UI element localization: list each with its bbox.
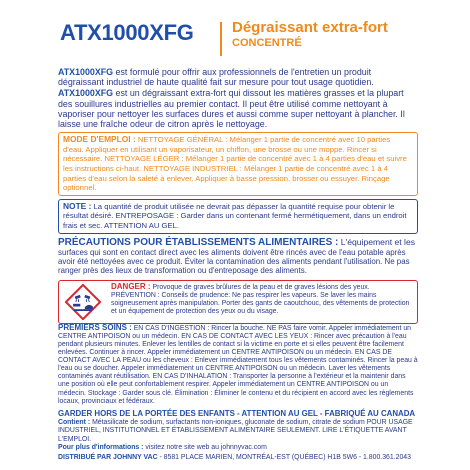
first-aid [58, 324, 418, 406]
precautions-title: PRÉCAUTIONS POUR ÉTABLISSEMENTS ALIMENTAIRES : [58, 236, 339, 248]
contents-line [58, 419, 418, 444]
intro-text-1: est formulé pour offrir aux professionnels de l'entretien un produit dégraissant industriel de haute qualité fait sur mesure pour tout usage quotidien. [58, 67, 374, 88]
label-header [60, 18, 420, 58]
danger-text: Provoque de graves brûlures de la peau et de graves lésions des yeux. PRÉVENTION : Conseils de prudence: Ne pas respirer les vapeurs. Se laver les mains soigneusement après manipulation. Porter des gants de caoutchouc, des vêtements de protection et un équipement de protection des yeux ou du visage. [111, 283, 410, 316]
intro-brand-1: ATX1000XFG [58, 67, 114, 77]
usage-box [58, 132, 418, 196]
danger-box [58, 280, 418, 324]
note-label: NOTE : [63, 200, 92, 211]
precautions-text: surfaces qui sont en contact direct avec les aliments doivent être rincés avec de l'eau potable après avoir été nettoyées avec ce produit. Éviter la contamination des aliments pendant l'utilisation. Ne pas ranger près des lieux de transformation ou d'entreposage des aliments. [58, 247, 410, 276]
corrosive-pictogram-icon [65, 284, 101, 320]
contents-label: Contient : [58, 419, 91, 427]
first-aid-label: PREMIERS SOINS : [58, 322, 132, 332]
info-label: Pour plus d'informations : [58, 443, 144, 451]
precautions-title-text: L'équipement et les [338, 236, 416, 247]
contents-text: Métasilicate de sodium, surfactants non-ioniques, gluconate de sodium, citrate de sodium POUR USAGE INDUSTRIEL, INSTITUTIONNEL ET ÉTABLISSEMENT ALIMENTAIRE SEULEMENT. LIRE L'ÉTIQUETTE AVANT L'EMPLOI. [58, 419, 413, 443]
intro-paragraph-2 [58, 88, 418, 129]
note-box [58, 199, 418, 234]
danger-label: DANGER : [111, 281, 151, 291]
note-text: La quantité de produit utilisée ne devrait pas dépasser la quantité requise pour obtenir le résultat désiré. ENTREPOSAGE : Garder dans un contenant fermé hermétiquement, dans un endroit frais et sec. ATTENTION AU GEL. [63, 201, 407, 230]
header-divider [220, 22, 222, 56]
info-text: visitez notre site web au johnnyvac.com [143, 443, 267, 451]
usage-label: MODE D'EMPLOI : [63, 134, 136, 145]
keep-away-warning: GARDER HORS DE LA PORTÉE DES ENFANTS - ATTENTION AU GEL - FABRIQUÉ AU CANADA [58, 408, 416, 418]
product-title: Dégraissant extra-fort [232, 19, 388, 36]
first-aid-text: EN CAS D'INGESTION : Rincer la bouche. NE PAS faire vomir. Appeler immédiatement un CENTRE ANTIPOISON ou un médecin. EN CAS DE CONTACT AVEC LES YEUX : Rincer avec précaution à l'eau pendant plusieurs minutes. Enlever les lentilles de contact si la victime en porte et si elles peuvent être facilement enlevées. Continuer à rincer. Appeler immédiatement un CENTRE ANTIPOISON ou un médecin. EN CAS DE CONTACT AVEC LA PEAU ou les cheveux : Enlever immédiatement tous les vêtements contaminés. Rincer la peau à l'eau ou se doucher. Appeler immédiatement un CENTRE ANTIPOISON ou un médecin. Laver les vêtements contaminés avant réutilisation. EN CAS D'INHALATION : Transporter la personne à l'extérieur et la maintenir dans une position où elle peut confortablement respirer. Appeler immédiatement un CENTRE ANTIPOISON ou un médecin. Stockage : Garder sous clé. Élimination : Éliminer le contenu et du récipient en accord avec les règlements locaux, provinciaux et fédéraux. [58, 324, 418, 405]
intro-text-2: est un dégraissant extra-fort qui dissout les matières grasses et la plupart des souillures industrielles au premier contact. Il peut être utilisé comme nettoyant à vaporiser pour nettoyer les surfaces dures et aussi comme super nettoyant à plancher. Il laisse une fraîche odeur de citron après le nettoyage. [58, 88, 405, 130]
distributor-line [58, 454, 418, 462]
distributor-text: - 8581 PLACE MARIEN, MONTRÉAL-EST (QUÉBEC) H1B 5W6 - 1.800.361.2043 [157, 453, 411, 461]
precautions-heading [58, 237, 418, 248]
intro-brand-2: ATX1000XFG [58, 88, 114, 99]
label-body [58, 67, 418, 462]
usage-text: NETTOYAGE GÉNÉRAL : Mélanger 1 partie de concentré avec 10 parties d'eau. Appliquer en utilisant un vaporisateur, un chiffon, une brosse ou une moppe. Rincer si nécessaire. NETTOYAGE LÉGER : Mélanger 1 partie de concentré avec 1 à 4 parties d'eau et suivre les instructions ci-haut. NETTOYAGE INDUSTRIEL : Mélanger 1 partie de concentré avec 1 à 4 parties d'eau selon la saleté à enlever. Appliquer à basse pression, brosser ou essuyer. Rinçage optionnel. [63, 135, 407, 193]
product-code: ATX1000XFG [60, 20, 194, 45]
info-line [58, 444, 418, 452]
product-subtitle: CONCENTRÉ [232, 37, 302, 49]
distributor-label: DISTRIBUÉ PAR JOHNNY VAC [58, 453, 158, 461]
intro-paragraph-1 [58, 67, 418, 87]
